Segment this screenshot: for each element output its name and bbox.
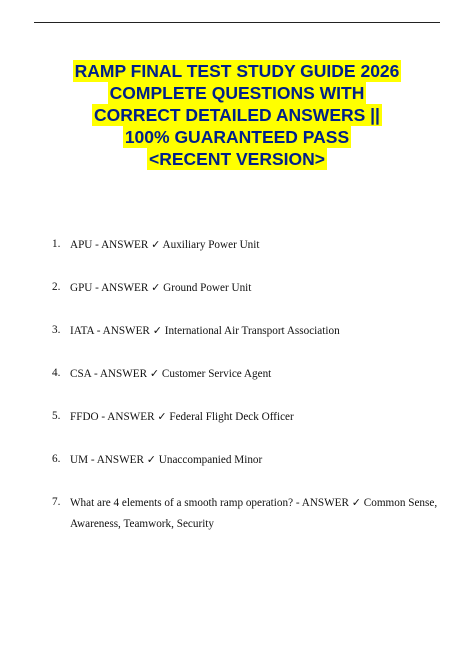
check-icon: ✓ (146, 453, 156, 466)
item-answer: Auxiliary Power Unit (162, 239, 260, 251)
title-line-1: RAMP FINAL TEST STUDY GUIDE 2026 (74, 61, 400, 81)
check-icon: ✓ (157, 410, 167, 423)
list-item (52, 363, 442, 385)
list-item (52, 449, 442, 471)
item-question: CSA - ANSWER (70, 368, 148, 380)
item-answer: Ground Power Unit (163, 282, 252, 294)
check-icon: ✓ (151, 238, 161, 251)
check-icon: ✓ (151, 281, 161, 294)
item-number: 6. (52, 453, 61, 465)
item-number: 3. (52, 324, 61, 336)
top-rule (34, 22, 440, 23)
list-item (52, 406, 442, 428)
item-number: 5. (52, 410, 61, 422)
item-answer: Unaccompanied Minor (158, 454, 263, 466)
item-answer: Common Sense, Awareness, Teamwork, Security (70, 497, 438, 530)
title-line-4: 100% GUARANTEED PASS (124, 127, 350, 147)
title-line-5: <RECENT VERSION> (148, 149, 326, 169)
item-question: GPU - ANSWER (70, 282, 149, 294)
item-answer: Federal Flight Deck Officer (169, 411, 294, 423)
check-icon: ✓ (152, 324, 162, 337)
qa-list (52, 234, 442, 556)
check-icon: ✓ (351, 496, 361, 509)
document-title (20, 60, 454, 170)
check-icon: ✓ (149, 367, 160, 380)
item-answer: Customer Service Agent (161, 368, 272, 380)
item-number: 4. (52, 367, 61, 379)
item-question: APU - ANSWER (70, 239, 149, 251)
item-number: 7. (52, 496, 61, 508)
item-answer: International Air Transport Association (164, 325, 340, 337)
item-question: IATA - ANSWER (70, 325, 150, 337)
item-number: 1. (52, 238, 61, 250)
list-item (52, 277, 442, 299)
item-number: 2. (52, 281, 61, 293)
list-item (52, 492, 442, 535)
item-question: FFDO - ANSWER (70, 411, 155, 423)
list-item (52, 320, 442, 342)
item-question: What are 4 elements of a smooth ramp operation? - ANSWER (70, 497, 349, 509)
list-item (52, 234, 442, 256)
item-question: UM - ANSWER (70, 454, 144, 466)
title-line-3: CORRECT DETAILED ANSWERS || (94, 105, 380, 125)
title-line-2: COMPLETE QUESTIONS WITH (109, 83, 365, 103)
